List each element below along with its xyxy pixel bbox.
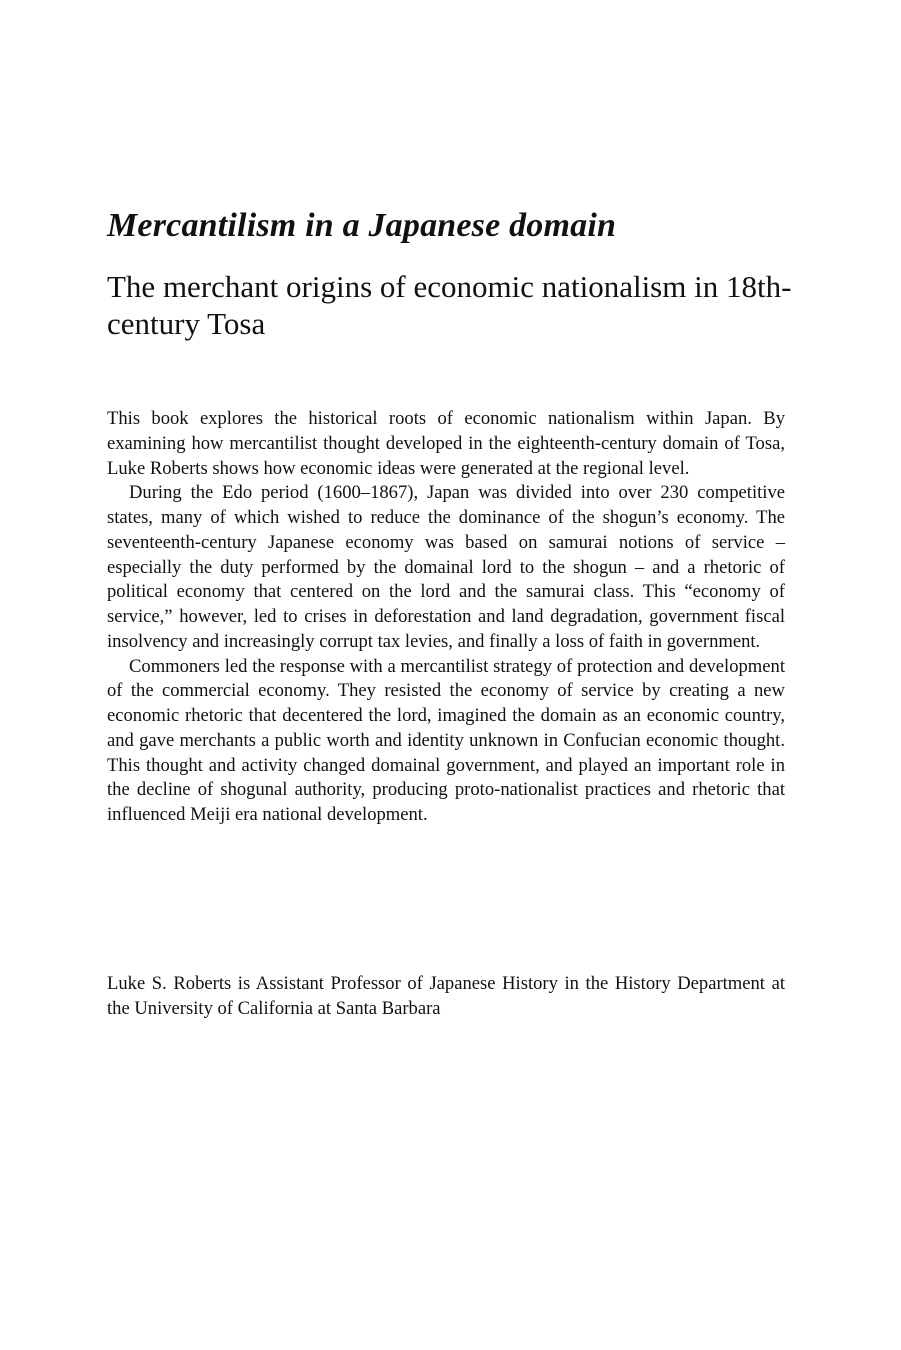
description-paragraph-1: This book explores the historical roots of economic nationalism within Japan. By examining how mercantilist thought developed in the eighteenth-century domain of Tosa, Luke Roberts shows how economic ideas were generated at the regional level.	[107, 408, 785, 479]
author-biography: Luke S. Roberts is Assistant Professor of Japanese History in the History Department at the University of California at Santa Barbara	[107, 973, 785, 1019]
description-paragraph-2: During the Edo period (1600–1867), Japan was divided into over 230 competitive states, many of which wished to reduce the dominance of the shogun’s economy. The seventeenth-century Japanese economy was based on samurai notions of service – especially the duty performed by the domainal lord to the shogun – and a rhetoric of political economy that centered on the lord and the samurai class. This “economy of service,” however, led to crises in deforestation and land degradation, government fiscal insolvency and increasingly corrupt tax levies, and finally a loss of faith in government.	[107, 482, 785, 652]
description-paragraph-3: Commoners led the response with a mercantilist strategy of protection and development of the commercial economy. They resisted the economy of service by creating a new economic rhetoric that decentered the lord, imagined the domain as an economic country, and gave merchants a public worth and identity unknown in Confucian economic thought. This thought and activity changed domainal government, and played an important role in the decline of shogunal authority, producing proto-nationalist practices and rhetoric that influenced Meiji era national development.	[107, 655, 785, 825]
book-title: Mercantilism in a Japanese domain	[107, 207, 617, 244]
book-subtitle: The merchant origins of economic nationalism in 18th-century Tosa	[107, 269, 792, 341]
book-description	[107, 407, 785, 828]
